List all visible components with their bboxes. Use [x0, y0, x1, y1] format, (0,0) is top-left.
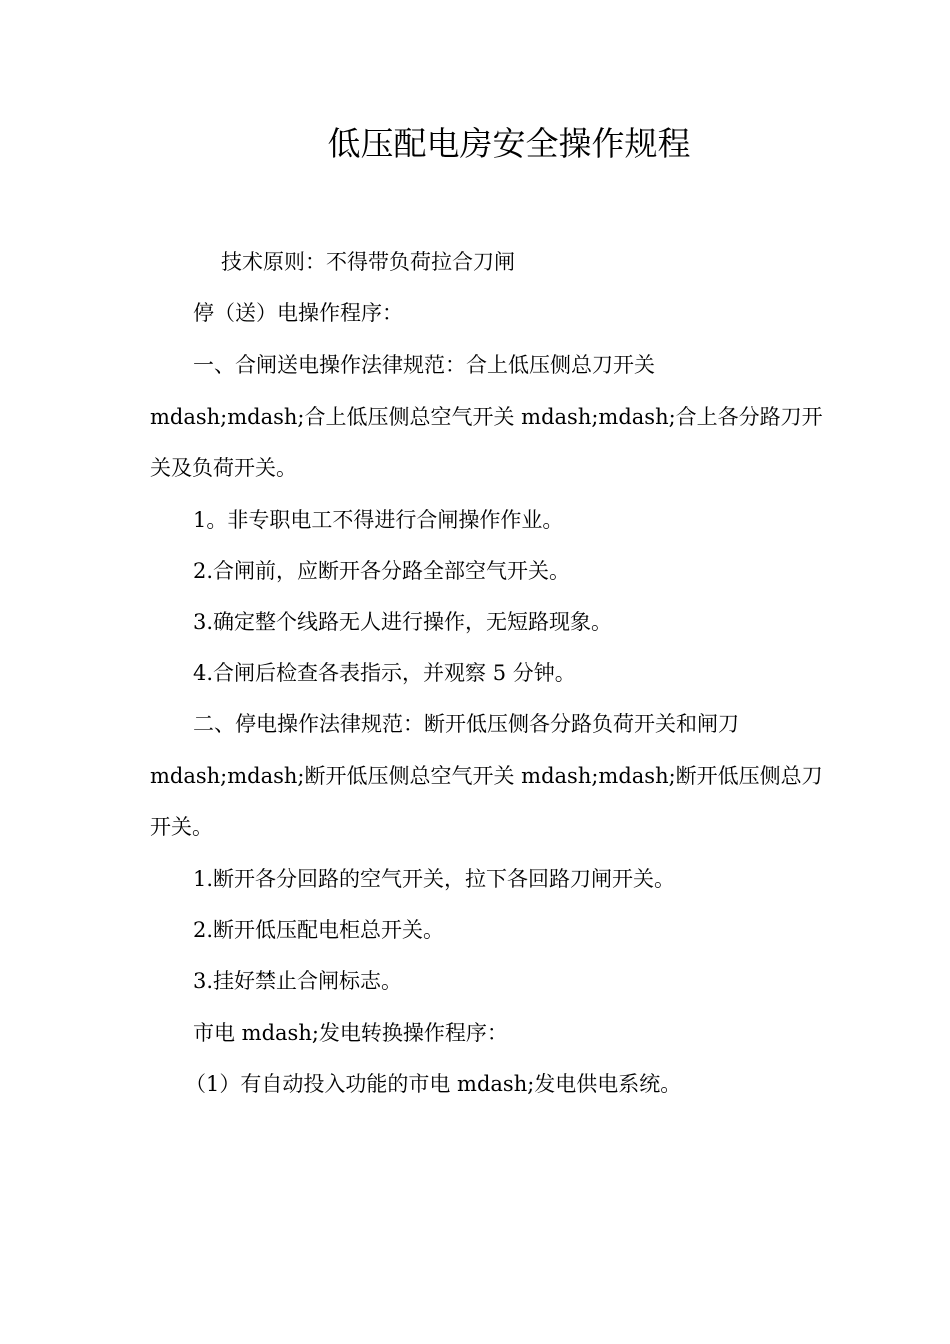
list-item: 1.断开各分回路的空气开关，拉下各回路刀闸开关。 — [193, 867, 676, 891]
section-one-continuation-1: mdash;mdash;合上低压侧总空气开关 mdash;mdash;合上各分路刀开 — [150, 405, 823, 429]
principle-line: 技术原则：不得带负荷拉合刀闸 — [221, 250, 515, 274]
list-item: 2.合闸前，应断开各分路全部空气开关。 — [193, 559, 571, 583]
list-item: 3.挂好禁止合闸标志。 — [193, 969, 403, 993]
section-one-heading: 一、合闸送电操作法律规范：合上低压侧总刀开关 — [193, 353, 655, 377]
conversion-item: （1）有自动投入功能的市电 mdash;发电供电系统。 — [185, 1072, 682, 1096]
section-two-heading: 二、停电操作法律规范：断开低压侧各分路负荷开关和闸刀 — [193, 712, 739, 736]
list-item: 2.断开低压配电柜总开关。 — [193, 918, 445, 942]
section-two-continuation-2: 开关。 — [150, 815, 213, 839]
list-item: 4.合闸后检查各表指示，并观察 5 分钟。 — [193, 661, 576, 685]
conversion-heading: 市电 mdash;发电转换操作程序： — [193, 1021, 508, 1045]
procedure-heading: 停（送）电操作程序： — [193, 301, 403, 325]
section-two-continuation-1: mdash;mdash;断开低压侧总空气开关 mdash;mdash;断开低压侧总刀 — [150, 764, 823, 788]
list-item: 1。非专职电工不得进行合闸操作作业。 — [193, 508, 564, 532]
document-title: 低压配电房安全操作规程 — [327, 124, 691, 163]
section-one-continuation-2: 关及负荷开关。 — [150, 456, 297, 480]
list-item: 3.确定整个线路无人进行操作，无短路现象。 — [193, 610, 613, 634]
